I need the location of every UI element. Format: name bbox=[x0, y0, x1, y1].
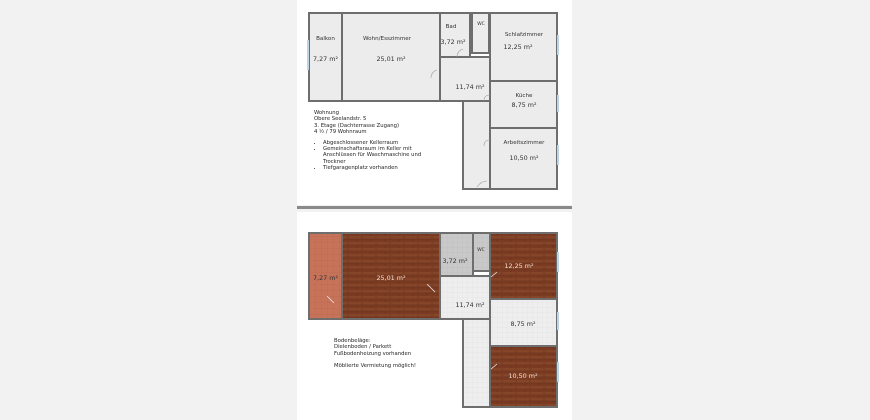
flooring-note: Möblierte Vermietung möglich! bbox=[334, 363, 416, 370]
info-size: 4 ½ / 79 Wohnraum bbox=[314, 129, 367, 136]
area-schlafzimmer: 12,25 m² bbox=[503, 43, 533, 51]
area-arbeitszimmer-b: 10,50 m² bbox=[508, 372, 538, 380]
label-balkon: Balkon bbox=[316, 36, 335, 42]
room-flur bbox=[440, 57, 490, 101]
area-balkon: 7,27 m² bbox=[312, 55, 339, 63]
floor-plan-bottom bbox=[297, 212, 572, 420]
area-wohnzimmer: 25,01 m² bbox=[376, 55, 406, 63]
room-flur-b bbox=[440, 276, 490, 319]
apartment-info bbox=[314, 110, 433, 172]
flooring-title: Bodenbeläge: bbox=[334, 338, 371, 344]
label-wohnzimmer: Wohn/Esszimmer bbox=[362, 36, 412, 42]
area-bad-b: 3,72 m² bbox=[442, 257, 468, 265]
label-kueche: Küche bbox=[515, 93, 533, 99]
area-arbeitszimmer: 10,50 m² bbox=[509, 154, 539, 162]
area-kueche-b: 8,75 m² bbox=[510, 320, 536, 328]
floor-plan-top bbox=[297, 0, 572, 205]
flooring-heating: Fußbodenheizung vorhanden bbox=[334, 350, 412, 357]
info-features bbox=[314, 140, 433, 172]
room-bad bbox=[440, 13, 470, 57]
feature-item: • Abgeschlossener Kellerraum bbox=[323, 140, 433, 146]
area-flur-b: 11,74 m² bbox=[455, 301, 485, 309]
label-wc: WC bbox=[477, 22, 485, 27]
area-kueche: 8,75 m² bbox=[511, 101, 537, 109]
room-flur-corridor-b bbox=[463, 319, 490, 407]
info-address: Obere Seelandstr. 5 bbox=[314, 116, 367, 123]
info-floor: 3. Etage (Dachterrasse Zugang) bbox=[314, 122, 400, 129]
label-schlafzimmer: Schlafzimmer bbox=[504, 32, 544, 38]
label-bad: Bad bbox=[445, 24, 457, 30]
room-wc bbox=[472, 13, 489, 53]
floor-plan-top-drawing bbox=[297, 0, 572, 205]
page-separator bbox=[297, 206, 572, 209]
info-title: Wohnung bbox=[314, 110, 339, 116]
flooring-type: Dielenboden / Parkett bbox=[334, 344, 392, 351]
flooring-info bbox=[334, 338, 416, 370]
feature-item: • Tiefgaragenplatz vorhanden bbox=[323, 165, 433, 171]
area-balkon-b: 7,27 m² bbox=[312, 274, 339, 282]
label-arbeitszimmer: Arbeitszimmer bbox=[503, 140, 545, 146]
area-wohnzimmer-b: 25,01 m² bbox=[376, 274, 406, 282]
room-bad-b bbox=[440, 233, 473, 276]
floor-plan-bottom-drawing bbox=[297, 212, 572, 420]
feature-item: • Gemeinschaftsraum im Keller mit Anschlüssen für Waschmaschine und Trockner bbox=[323, 146, 433, 165]
label-wc-b: WC bbox=[477, 248, 485, 253]
area-bad: 3,72 m² bbox=[440, 38, 466, 46]
room-flur-corridor bbox=[463, 101, 490, 189]
area-flur: 11,74 m² bbox=[455, 83, 485, 91]
area-schlafzimmer-b: 12,25 m² bbox=[504, 262, 534, 270]
